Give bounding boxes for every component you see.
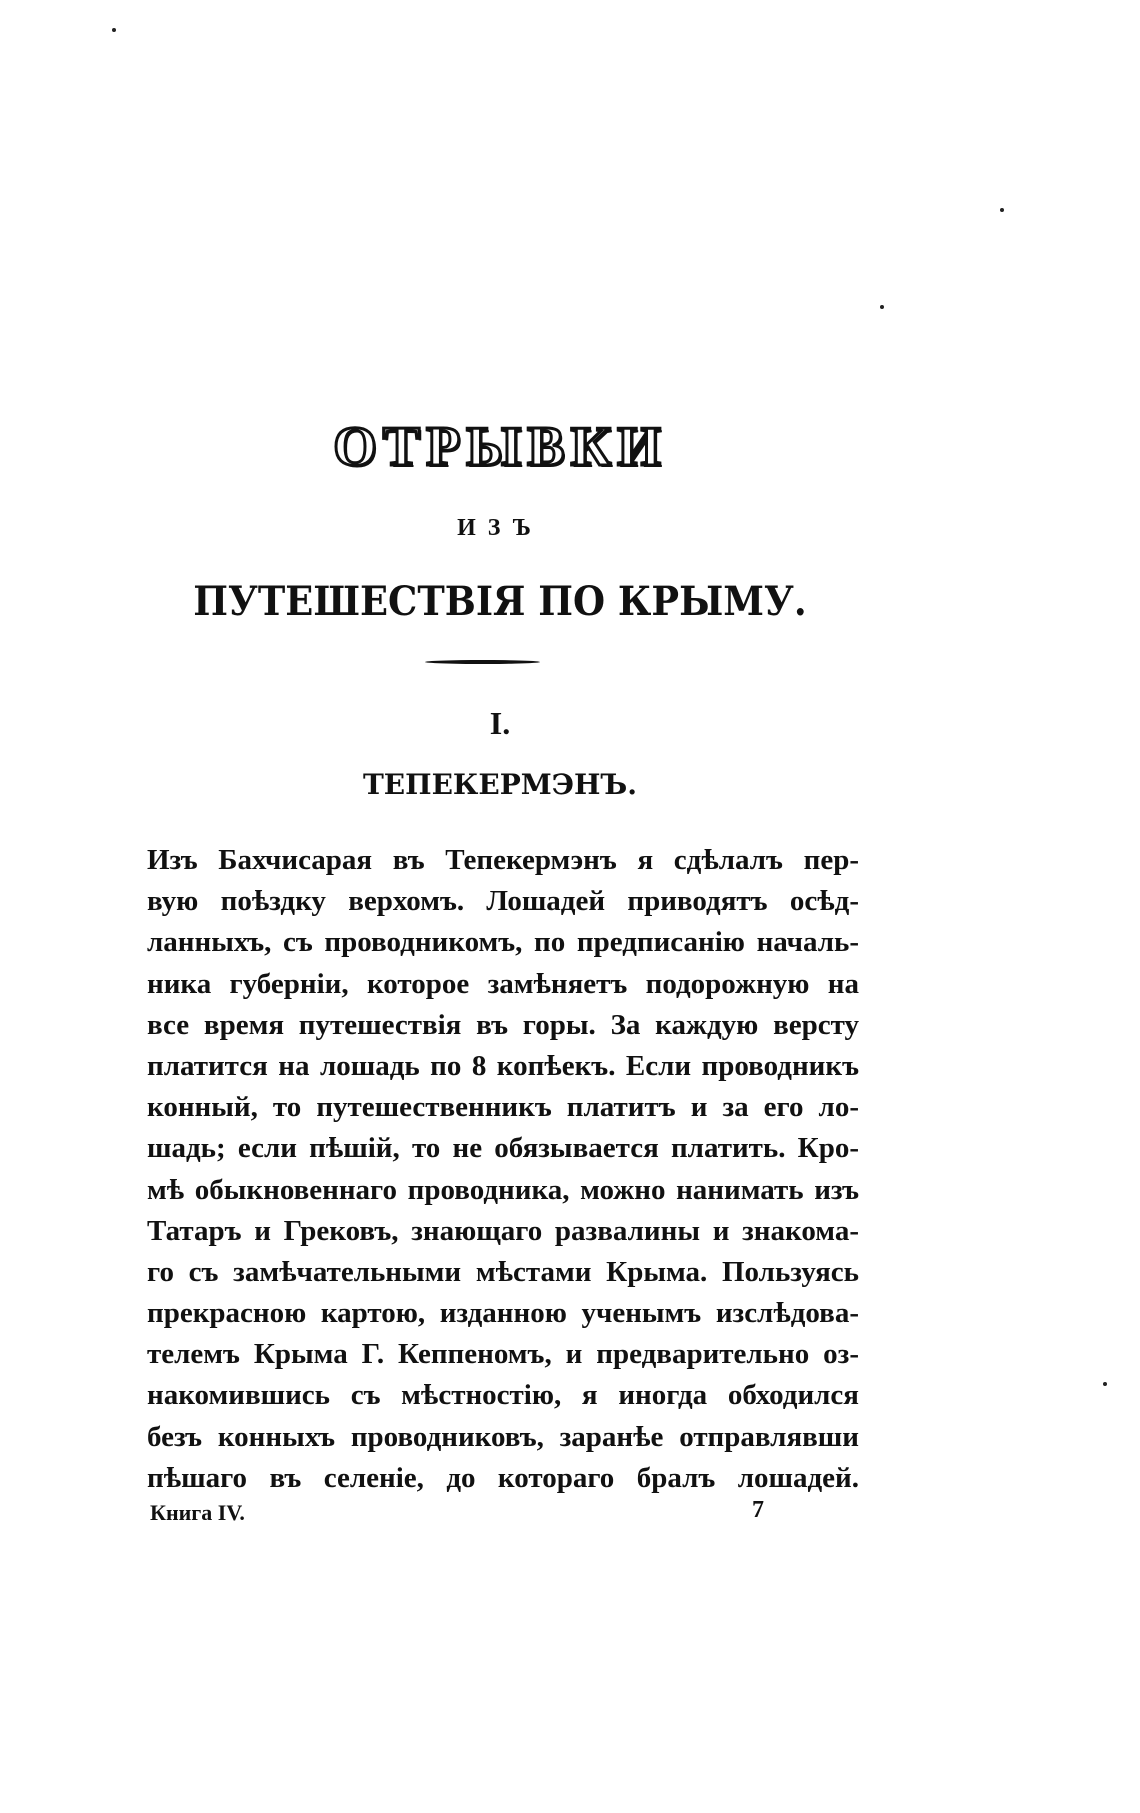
body-line: телемъ Крыма Г. Кеппеномъ, и предварительно оз-: [147, 1338, 859, 1371]
page-number: 7: [752, 1497, 764, 1523]
body-line: ланныхъ, съ проводникомъ, по предписанію началь-: [147, 926, 859, 959]
section-title: ТЕПЕКЕРМЭНЪ.: [362, 768, 638, 801]
body-line: Изъ Бахчисарая въ Тепекермэнъ я сдѣлалъ пер-: [147, 844, 859, 876]
scan-speck: [880, 305, 884, 309]
body-line: конный, то путешественникъ платитъ и за его ло-: [147, 1091, 859, 1124]
scan-speck: [1103, 1382, 1107, 1386]
page-title: ОТРЫВКИ: [333, 416, 667, 478]
scan-speck: [1000, 208, 1004, 212]
ornament-divider: [425, 660, 540, 664]
body-line: го съ замѣчательными мѣстами Крыма. Пользуясь: [147, 1255, 859, 1288]
body-line: вую поѣздку верхомъ. Лошадей приводятъ осѣд-: [147, 885, 859, 918]
title-connector: ИЗЪ: [457, 515, 543, 541]
body-text: [147, 840, 859, 1499]
chapter-number: I.: [489, 705, 511, 741]
body-line: накомившись съ мѣстностію, я иногда обходился: [147, 1379, 859, 1412]
body-line: платится на лошадь по 8 копѣекъ. Если проводникъ: [147, 1049, 859, 1082]
body-line: безъ конныхъ проводниковъ, заранѣе отправлявши: [147, 1420, 859, 1453]
body-line: пѣшаго въ селеніе, до котораго бралъ лошадей.: [147, 1461, 859, 1494]
heading: ПУТЕШЕСТВІЯ ПО КРЫМУ.: [193, 578, 807, 625]
scan-speck: [112, 28, 116, 32]
body-line: ника губерніи, которое замѣняетъ подорожную на: [147, 967, 859, 1000]
body-line: мѣ обыкновеннаго проводника, можно нанимать изъ: [147, 1173, 859, 1206]
body-line: прекрасною картою, изданною ученымъ изслѣдова-: [147, 1297, 859, 1330]
body-line: шадь; если пѣшій, то не обязывается платить. Кро-: [147, 1132, 859, 1165]
footer-signature: Книга IV.: [150, 1500, 245, 1525]
body-line: все время путешествія въ горы. За каждую версту: [147, 1008, 859, 1041]
body-line: Татаръ и Грековъ, знающаго развалины и знакома-: [147, 1214, 859, 1247]
